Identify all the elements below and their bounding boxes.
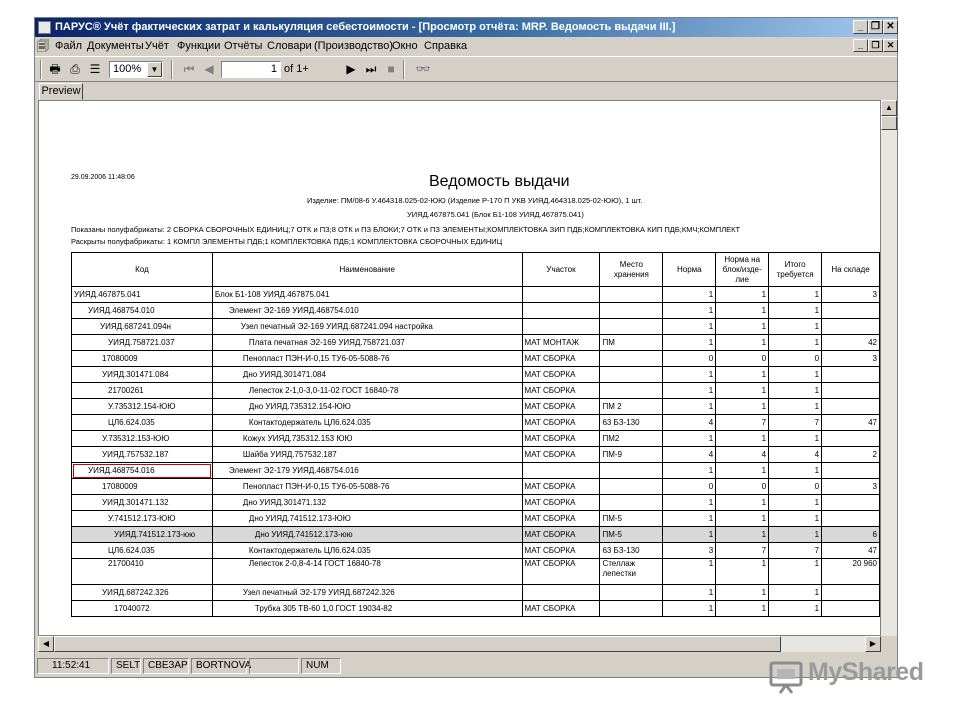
table-row[interactable] [72, 463, 880, 479]
place-cell [600, 351, 663, 367]
name-cell: Узел печатный Э2-179 УИЯД.687242.326 [212, 585, 522, 601]
zoom-select[interactable]: 100% [109, 61, 163, 78]
doc-minimize-button[interactable]: _ [853, 39, 868, 52]
code-cell: 17040072 [72, 601, 213, 617]
column-header: На складе [822, 253, 880, 287]
norm-per-unit-cell: 1 [716, 431, 769, 447]
column-header: Норма [663, 253, 716, 287]
in-stock-cell [822, 319, 880, 335]
area-cell [522, 319, 600, 335]
code-cell: УИЯД.758721.037 [72, 335, 213, 351]
total-required-cell: 1 [769, 527, 822, 543]
report-expanded-semis: Раскрыты полуфабрикаты: 1 КОМПЛ ЭЛЕМЕНТЫ ПДБ;1 КОМПЛЕКТОВКА ПДБ;1 КОМПЛЕКТОВКА СБОРОЧНЫХ ЕДИНИЦ [71, 237, 503, 246]
name-cell: Шайба УИЯД.757532.187 [212, 447, 522, 463]
column-header: Итого требуется [769, 253, 822, 287]
area-cell: МАТ СБОРКА [522, 431, 600, 447]
code-cell: УИЯД.468754.010 [72, 303, 213, 319]
norm-cell: 1 [663, 367, 716, 383]
menu-documents[interactable]: Документы [87, 40, 144, 52]
total-required-cell: 4 [769, 447, 822, 463]
menu-help[interactable]: Справка [424, 40, 468, 52]
area-cell: МАТ СБОРКА [522, 495, 600, 511]
table-row[interactable] [72, 399, 880, 415]
tab-strip [35, 82, 897, 100]
tab-preview[interactable]: Preview [39, 83, 83, 100]
page-count: of 1+ [284, 63, 309, 75]
place-cell: ПМ 2 [600, 399, 663, 415]
minimize-button[interactable]: _ [853, 20, 868, 34]
place-cell [600, 585, 663, 601]
place-cell [600, 383, 663, 399]
area-cell: МАТ СБОРКА [522, 367, 600, 383]
place-cell [600, 479, 663, 495]
norm-cell: 1 [663, 463, 716, 479]
area-cell: МАТ СБОРКА [522, 399, 600, 415]
app-icon [38, 21, 51, 34]
menu-window[interactable]: Окно [392, 40, 418, 52]
area-cell: МАТ СБОРКА [522, 601, 600, 617]
norm-cell: 1 [663, 303, 716, 319]
scroll-left-icon[interactable]: ◀ [38, 636, 54, 652]
name-cell: Дно УИЯД.741512.173-ЮЮ [212, 511, 522, 527]
in-stock-cell: 2 [822, 447, 880, 463]
norm-per-unit-cell: 1 [716, 383, 769, 399]
area-cell: МАТ СБОРКА [522, 351, 600, 367]
place-cell [600, 601, 663, 617]
code-cell: УИЯД.301471.132 [72, 495, 213, 511]
in-stock-cell [822, 495, 880, 511]
norm-cell: 1 [663, 559, 716, 585]
code-cell: ЦЛ6.624.035 [72, 543, 213, 559]
title-bar[interactable] [35, 18, 897, 37]
table-row[interactable] [72, 447, 880, 463]
menu-bar [35, 37, 897, 55]
status-code: SELT [111, 658, 141, 674]
code-cell: УИЯД.741512.173-юю [72, 527, 213, 543]
norm-per-unit-cell: 1 [716, 399, 769, 415]
total-required-cell: 1 [769, 559, 822, 585]
table-row[interactable] [72, 303, 880, 319]
in-stock-cell: 3 [822, 351, 880, 367]
norm-per-unit-cell: 1 [716, 585, 769, 601]
norm-per-unit-cell: 1 [716, 495, 769, 511]
norm-per-unit-cell: 1 [716, 527, 769, 543]
norm-per-unit-cell: 0 [716, 479, 769, 495]
norm-per-unit-cell: 1 [716, 511, 769, 527]
menu-reports[interactable]: Отчёты [224, 40, 263, 52]
menu-dictionaries[interactable]: Словари [267, 40, 312, 52]
norm-per-unit-cell: 1 [716, 367, 769, 383]
total-required-cell: 1 [769, 399, 822, 415]
name-cell: Кожух УИЯД.735312.153 ЮЮ [212, 431, 522, 447]
total-required-cell: 1 [769, 431, 822, 447]
report-unit: УИЯД.467875.041 (Блок Б1-108 УИЯД.467875.041) [407, 210, 584, 219]
status-time: 11:52:41 [37, 658, 109, 674]
toolbar-grip [40, 60, 42, 79]
code-cell: 17080009 [72, 479, 213, 495]
place-cell [600, 463, 663, 479]
norm-per-unit-cell: 7 [716, 543, 769, 559]
place-cell: ПМ-9 [600, 447, 663, 463]
table-row[interactable] [72, 511, 880, 527]
norm-cell: 4 [663, 415, 716, 431]
code-cell: 17080009 [72, 351, 213, 367]
report-viewport[interactable] [38, 100, 881, 636]
binoculars-icon[interactable]: 👓 [415, 62, 431, 76]
vertical-scroll-thumb[interactable] [881, 116, 897, 130]
total-required-cell: 1 [769, 511, 822, 527]
code-cell: У.735312.154-ЮЮ [72, 399, 213, 415]
in-stock-cell: 6 [822, 527, 880, 543]
place-cell: ПМ-5 [600, 511, 663, 527]
code-cell: У.741512.173-ЮЮ [72, 511, 213, 527]
table-row[interactable] [72, 287, 880, 303]
code-cell: УИЯД.467875.041 [72, 287, 213, 303]
norm-per-unit-cell: 1 [716, 601, 769, 617]
name-cell: Плата печатная Э2-169 УИЯД.758721.037 [212, 335, 522, 351]
horizontal-scrollbar[interactable] [38, 636, 881, 652]
place-cell: ПМ [600, 335, 663, 351]
norm-cell: 1 [663, 585, 716, 601]
norm-cell: 3 [663, 543, 716, 559]
column-header: Код [72, 253, 213, 287]
column-header: Участок [522, 253, 600, 287]
table-row[interactable] [72, 495, 880, 511]
name-cell: Элемент Э2-169 УИЯД.468754.010 [212, 303, 522, 319]
norm-per-unit-cell: 7 [716, 415, 769, 431]
area-cell: МАТ МОНТАЖ [522, 335, 600, 351]
page-setup-icon[interactable]: ☰ [89, 62, 101, 76]
in-stock-cell: 42 [822, 335, 880, 351]
place-cell: ПМ2 [600, 431, 663, 447]
in-stock-cell [822, 367, 880, 383]
report-table [71, 252, 880, 617]
name-cell: Блок Б1-108 УИЯД.467875.041 [212, 287, 522, 303]
restore-button[interactable]: ❐ [868, 20, 883, 34]
stop-icon[interactable]: ■ [387, 62, 395, 76]
table-header [72, 253, 880, 287]
table-row[interactable] [72, 431, 880, 447]
name-cell: Лепесток 2-0,8-4-14 ГОСТ 16840-78 [212, 559, 522, 585]
norm-cell: 1 [663, 319, 716, 335]
area-cell: МАТ СБОРКА [522, 543, 600, 559]
name-cell: Дно УИЯД.301471.132 [212, 495, 522, 511]
status-user: BORTNOVA [191, 658, 247, 674]
total-required-cell: 1 [769, 319, 822, 335]
area-cell: МАТ СБОРКА [522, 527, 600, 543]
total-required-cell: 0 [769, 479, 822, 495]
total-required-cell: 1 [769, 367, 822, 383]
name-cell: Контактодержатель ЦЛ6.624.035 [212, 543, 522, 559]
presentation-icon [768, 657, 808, 695]
in-stock-cell [822, 303, 880, 319]
table-body [72, 287, 880, 617]
norm-per-unit-cell: 1 [716, 319, 769, 335]
total-required-cell: 1 [769, 303, 822, 319]
table-row[interactable] [72, 351, 880, 367]
area-cell [522, 463, 600, 479]
prev-page-icon[interactable]: ◀ [204, 62, 214, 76]
norm-cell: 1 [663, 511, 716, 527]
place-cell: ПМ-5 [600, 527, 663, 543]
watermark-logo [768, 656, 928, 696]
print-icon[interactable]: 🖶 [49, 62, 61, 76]
norm-cell: 1 [663, 287, 716, 303]
name-cell: Дно УИЯД.741512.173-юю [212, 527, 522, 543]
name-cell: Дно УИЯД.735312.154-ЮЮ [212, 399, 522, 415]
place-cell [600, 287, 663, 303]
report-shown-semis: Показаны полуфабрикаты: 2 СБОРКА СБОРОЧНЫХ ЕДИНИЦ;7 ОТК и ПЗ;8 ОТК и ПЗ БЛОКИ;7 ОТК и ПЗ ЭЛЕМЕНТЫ;КОМПЛЕКТОВКА ЗИП ПДБ;КОМПЛЕКТОВКА КИП ПДБ;КМЧ;КОМПЛЕКТ [71, 225, 741, 234]
norm-cell: 1 [663, 527, 716, 543]
column-header: Наименование [212, 253, 522, 287]
norm-cell: 0 [663, 479, 716, 495]
in-stock-cell: 47 [822, 543, 880, 559]
code-cell: УИЯД.687242.326 [72, 585, 213, 601]
code-cell: УИЯД.757532.187 [72, 447, 213, 463]
close-button[interactable]: ✕ [883, 20, 898, 34]
place-cell [600, 367, 663, 383]
in-stock-cell [822, 399, 880, 415]
next-page-icon[interactable]: ▶ [346, 62, 356, 76]
area-cell: МАТ СБОРКА [522, 479, 600, 495]
area-cell: МАТ СБОРКА [522, 511, 600, 527]
menu-functions[interactable]: Функции [177, 40, 221, 52]
norm-per-unit-cell: 1 [716, 303, 769, 319]
first-page-icon[interactable]: ⏮ [183, 62, 195, 76]
code-cell: У.735312.153-ЮЮ [72, 431, 213, 447]
total-required-cell: 1 [769, 335, 822, 351]
area-cell [522, 287, 600, 303]
menu-file[interactable]: Файл [55, 40, 83, 52]
chevron-down-icon[interactable]: ▼ [147, 62, 162, 77]
name-cell: Элемент Э2-179 УИЯД.468754.016 [212, 463, 522, 479]
norm-cell: 1 [663, 601, 716, 617]
code-cell: УИЯД.687241.094н [72, 319, 213, 335]
norm-per-unit-cell: 1 [716, 559, 769, 585]
print-setup-icon[interactable]: ⎙ [70, 62, 80, 76]
code-cell: 21700410 [72, 559, 213, 585]
norm-cell: 1 [663, 335, 716, 351]
table-row[interactable] [72, 479, 880, 495]
scroll-right-icon[interactable]: ▶ [865, 636, 881, 652]
norm-cell: 0 [663, 351, 716, 367]
page-number-input[interactable]: 1 [221, 61, 281, 78]
norm-cell: 1 [663, 383, 716, 399]
total-required-cell: 1 [769, 601, 822, 617]
table-row[interactable] [72, 367, 880, 383]
status-num: NUM [301, 658, 341, 674]
area-cell [522, 585, 600, 601]
place-cell: 63 БЗ-130 [600, 415, 663, 431]
total-required-cell: 7 [769, 543, 822, 559]
toolbar-separator [171, 60, 173, 79]
name-cell: Трубка 305 ТВ-60 1,0 ГОСТ 19034-82 [212, 601, 522, 617]
in-stock-cell: 3 [822, 479, 880, 495]
place-cell: 63 БЗ-130 [600, 543, 663, 559]
place-cell [600, 495, 663, 511]
area-cell: МАТ СБОРКА [522, 447, 600, 463]
in-stock-cell [822, 383, 880, 399]
norm-cell: 4 [663, 447, 716, 463]
menu-accounting[interactable]: Учёт [145, 40, 169, 52]
name-cell: Лепесток 2-1,0-3,0-11-02 ГОСТ 16840-78 [212, 383, 522, 399]
code-cell: ЦЛ6.624.035 [72, 415, 213, 431]
total-required-cell: 7 [769, 415, 822, 431]
norm-cell: 1 [663, 495, 716, 511]
in-stock-cell: 47 [822, 415, 880, 431]
total-required-cell: 1 [769, 383, 822, 399]
in-stock-cell [822, 463, 880, 479]
total-required-cell: 0 [769, 351, 822, 367]
norm-per-unit-cell: 1 [716, 335, 769, 351]
code-cell: УИЯД.468754.016 [72, 463, 213, 479]
norm-per-unit-cell: 4 [716, 447, 769, 463]
total-required-cell: 1 [769, 585, 822, 601]
place-cell [600, 319, 663, 335]
code-cell: 21700261 [72, 383, 213, 399]
in-stock-cell: 3 [822, 287, 880, 303]
vertical-scrollbar[interactable] [881, 100, 897, 636]
in-stock-cell [822, 431, 880, 447]
code-cell: УИЯД.301471.084 [72, 367, 213, 383]
report-title: Ведомость выдачи [429, 173, 570, 190]
area-cell [522, 303, 600, 319]
doc-close-button[interactable]: ✕ [883, 39, 898, 52]
area-cell: МАТ СБОРКА [522, 383, 600, 399]
name-cell: Контактодержатель ЦЛ6.624.035 [212, 415, 522, 431]
norm-per-unit-cell: 1 [716, 287, 769, 303]
table-row[interactable] [72, 527, 880, 543]
in-stock-cell [822, 601, 880, 617]
place-cell [600, 303, 663, 319]
last-page-icon[interactable]: ⏭ [365, 62, 377, 76]
norm-per-unit-cell: 0 [716, 351, 769, 367]
table-row[interactable] [72, 543, 880, 559]
table-row[interactable] [72, 415, 880, 431]
horizontal-scroll-thumb[interactable] [54, 636, 781, 652]
status-empty [249, 658, 299, 674]
name-cell: Пенопласт ПЭН-И-0,15 ТУ6-05-5088-76 [212, 479, 522, 495]
column-header: Место хранения [600, 253, 663, 287]
window-title: ПАРУС® Учёт фактических затрат и калькуляция себестоимости - [Просмотр отчёта: MRP. Ведомость выдачи III.] [55, 21, 676, 33]
total-required-cell: 1 [769, 463, 822, 479]
name-cell: Пенопласт ПЭН-И-0,15 ТУ6-05-5088-76 [212, 351, 522, 367]
name-cell: Дно УИЯД.301471.084 [212, 367, 522, 383]
toolbar-separator [403, 60, 405, 79]
watermark-text: MyShared [808, 658, 924, 686]
scroll-up-icon[interactable]: ▲ [881, 100, 897, 116]
norm-cell: 1 [663, 399, 716, 415]
total-required-cell: 1 [769, 495, 822, 511]
place-cell: Стеллаж лепестки [600, 559, 663, 585]
report-date: 29.09.2006 11:48:06 [71, 174, 135, 181]
in-stock-cell: 20 960 [822, 559, 880, 585]
table-row[interactable] [72, 585, 880, 601]
table-row[interactable] [72, 601, 880, 617]
column-header: Норма на блок/изде-лие [716, 253, 769, 287]
table-row[interactable] [72, 319, 880, 335]
norm-cell: 1 [663, 431, 716, 447]
total-required-cell: 1 [769, 287, 822, 303]
in-stock-cell [822, 511, 880, 527]
area-cell: МАТ СБОРКА [522, 415, 600, 431]
name-cell: Узел печатный Э2-169 УИЯД.687241.094 настройка [212, 319, 522, 335]
table-row[interactable] [72, 383, 880, 399]
area-cell: МАТ СБОРКА [522, 559, 600, 585]
norm-per-unit-cell: 1 [716, 463, 769, 479]
report-product: Изделие: ПМ/08-6 У.464318.025-02-ЮЮ (Изделие Р-170 П УКВ УИЯД.464318.025-02-ЮЮ), 1 шт. [307, 196, 643, 205]
in-stock-cell [822, 585, 880, 601]
doc-restore-button[interactable]: ❐ [868, 39, 883, 52]
table-row[interactable] [72, 559, 880, 585]
status-org: СВЕЗАР [143, 658, 189, 674]
table-row[interactable] [72, 335, 880, 351]
doc-icon[interactable]: 🗐 [37, 39, 49, 53]
menu-production[interactable]: (Производство) [314, 40, 394, 52]
toolbar [35, 56, 897, 82]
